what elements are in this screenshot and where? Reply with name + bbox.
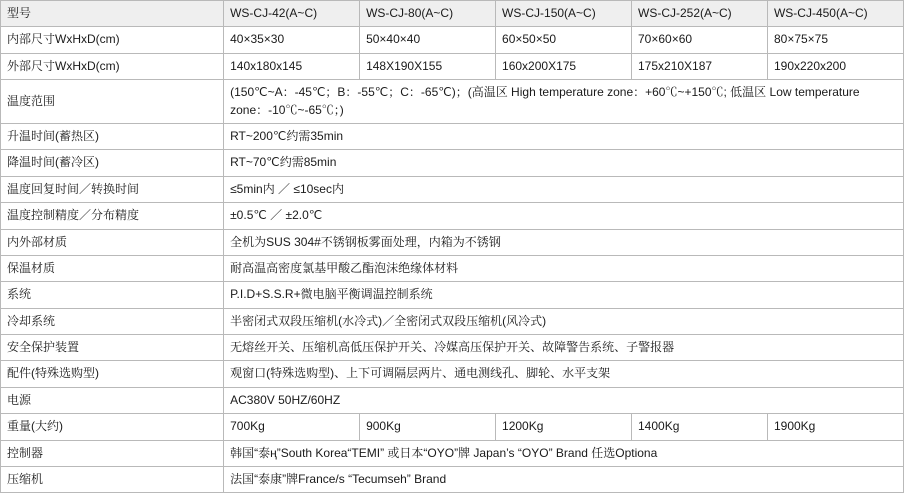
header-model-cell: WS-CJ-150(A~C) — [496, 1, 632, 27]
header-model-cell: WS-CJ-252(A~C) — [632, 1, 768, 27]
table-header-row — [1, 1, 904, 27]
row-label: 内部尺寸WxHxD(cm) — [1, 27, 224, 53]
row-value-span: AC380V 50HZ/60HZ — [224, 387, 904, 413]
row-value-span: 全机为SUS 304#不锈钢板雾面处理，内箱为不锈钢 — [224, 229, 904, 255]
row-value-span: RT~200℃约需35min — [224, 123, 904, 149]
row-value: 60×50×50 — [496, 27, 632, 53]
row-value: 190x220x200 — [767, 53, 903, 79]
table-row — [1, 282, 904, 308]
table-row — [1, 361, 904, 387]
table-row — [1, 308, 904, 334]
row-label: 外部尺寸WxHxD(cm) — [1, 53, 224, 79]
table-row — [1, 53, 904, 79]
table-row — [1, 387, 904, 413]
row-value-span: 耐高温高密度氯基甲酸乙酯泡沫绝缘体材料 — [224, 255, 904, 281]
row-label: 配件(特殊选购型) — [1, 361, 224, 387]
row-label: 安全保护装置 — [1, 335, 224, 361]
row-value: 1200Kg — [496, 414, 632, 440]
row-value: 140x180x145 — [224, 53, 360, 79]
row-label: 降温时间(蓄冷区) — [1, 150, 224, 176]
header-model-cell: WS-CJ-80(A~C) — [360, 1, 496, 27]
row-value: 175x210X187 — [632, 53, 768, 79]
row-label: 温度回复时间／转换时间 — [1, 176, 224, 202]
row-value: 40×35×30 — [224, 27, 360, 53]
table-row — [1, 150, 904, 176]
table-body — [1, 1, 904, 493]
row-value: 70×60×60 — [632, 27, 768, 53]
row-value-span: 无熔丝开关、压缩机高低压保护开关、冷媒高压保护开关、故障警告系统、子警报器 — [224, 335, 904, 361]
header-label-cell: 型号 — [1, 1, 224, 27]
row-value-span: (150℃~A：-45℃；B：-55℃；C：-65℃)；(高温区 High temperature zone：+60℃~+150℃; 低温区 Low temperature zone：-10℃~-65℃；) — [224, 80, 904, 124]
row-label: 控制器 — [1, 440, 224, 466]
row-label: 系统 — [1, 282, 224, 308]
table-row — [1, 335, 904, 361]
header-model-cell: WS-CJ-450(A~C) — [767, 1, 903, 27]
row-label: 电源 — [1, 387, 224, 413]
table-row — [1, 255, 904, 281]
table-row — [1, 123, 904, 149]
row-value: 50×40×40 — [360, 27, 496, 53]
row-value-span: ±0.5℃ ／ ±2.0℃ — [224, 203, 904, 229]
table-row — [1, 414, 904, 440]
row-value-span: 韩国“泰ң”South Korea“TEMI” 或日本“OYO”牌 Japan’s “OYO” Brand 任选Optiona — [224, 440, 904, 466]
row-label: 保温材质 — [1, 255, 224, 281]
row-value: 1400Kg — [632, 414, 768, 440]
row-value-span: 观窗口(特殊选购型)、上下可调隔层两片、通电测线孔、脚轮、水平支架 — [224, 361, 904, 387]
row-label: 重量(大约) — [1, 414, 224, 440]
row-value-span: 半密闭式双段压缩机(水冷式)／全密闭式双段压缩机(风冷式) — [224, 308, 904, 334]
table-row — [1, 27, 904, 53]
row-value: 900Kg — [360, 414, 496, 440]
row-label: 内外部材质 — [1, 229, 224, 255]
row-value: 1900Kg — [767, 414, 903, 440]
table-row — [1, 440, 904, 466]
header-model-cell: WS-CJ-42(A~C) — [224, 1, 360, 27]
row-value-span: ≤5min内 ／ ≤10sec内 — [224, 176, 904, 202]
table-row — [1, 467, 904, 493]
row-value: 160x200X175 — [496, 53, 632, 79]
row-label: 温度范围 — [1, 80, 224, 124]
row-label: 冷却系统 — [1, 308, 224, 334]
table-row — [1, 203, 904, 229]
row-value: 80×75×75 — [767, 27, 903, 53]
table-row — [1, 229, 904, 255]
row-value: 148X190X155 — [360, 53, 496, 79]
row-label: 升温时间(蓄热区) — [1, 123, 224, 149]
row-value-span: P.I.D+S.S.R+微电脑平衡调温控制系统 — [224, 282, 904, 308]
row-value-span: 法国“泰康”牌France/s “Tecumseh” Brand — [224, 467, 904, 493]
row-label: 压缩机 — [1, 467, 224, 493]
row-value-span: RT~70℃约需85min — [224, 150, 904, 176]
table-row — [1, 176, 904, 202]
row-label: 温度控制精度／分布精度 — [1, 203, 224, 229]
row-value: 700Kg — [224, 414, 360, 440]
table-row — [1, 80, 904, 124]
